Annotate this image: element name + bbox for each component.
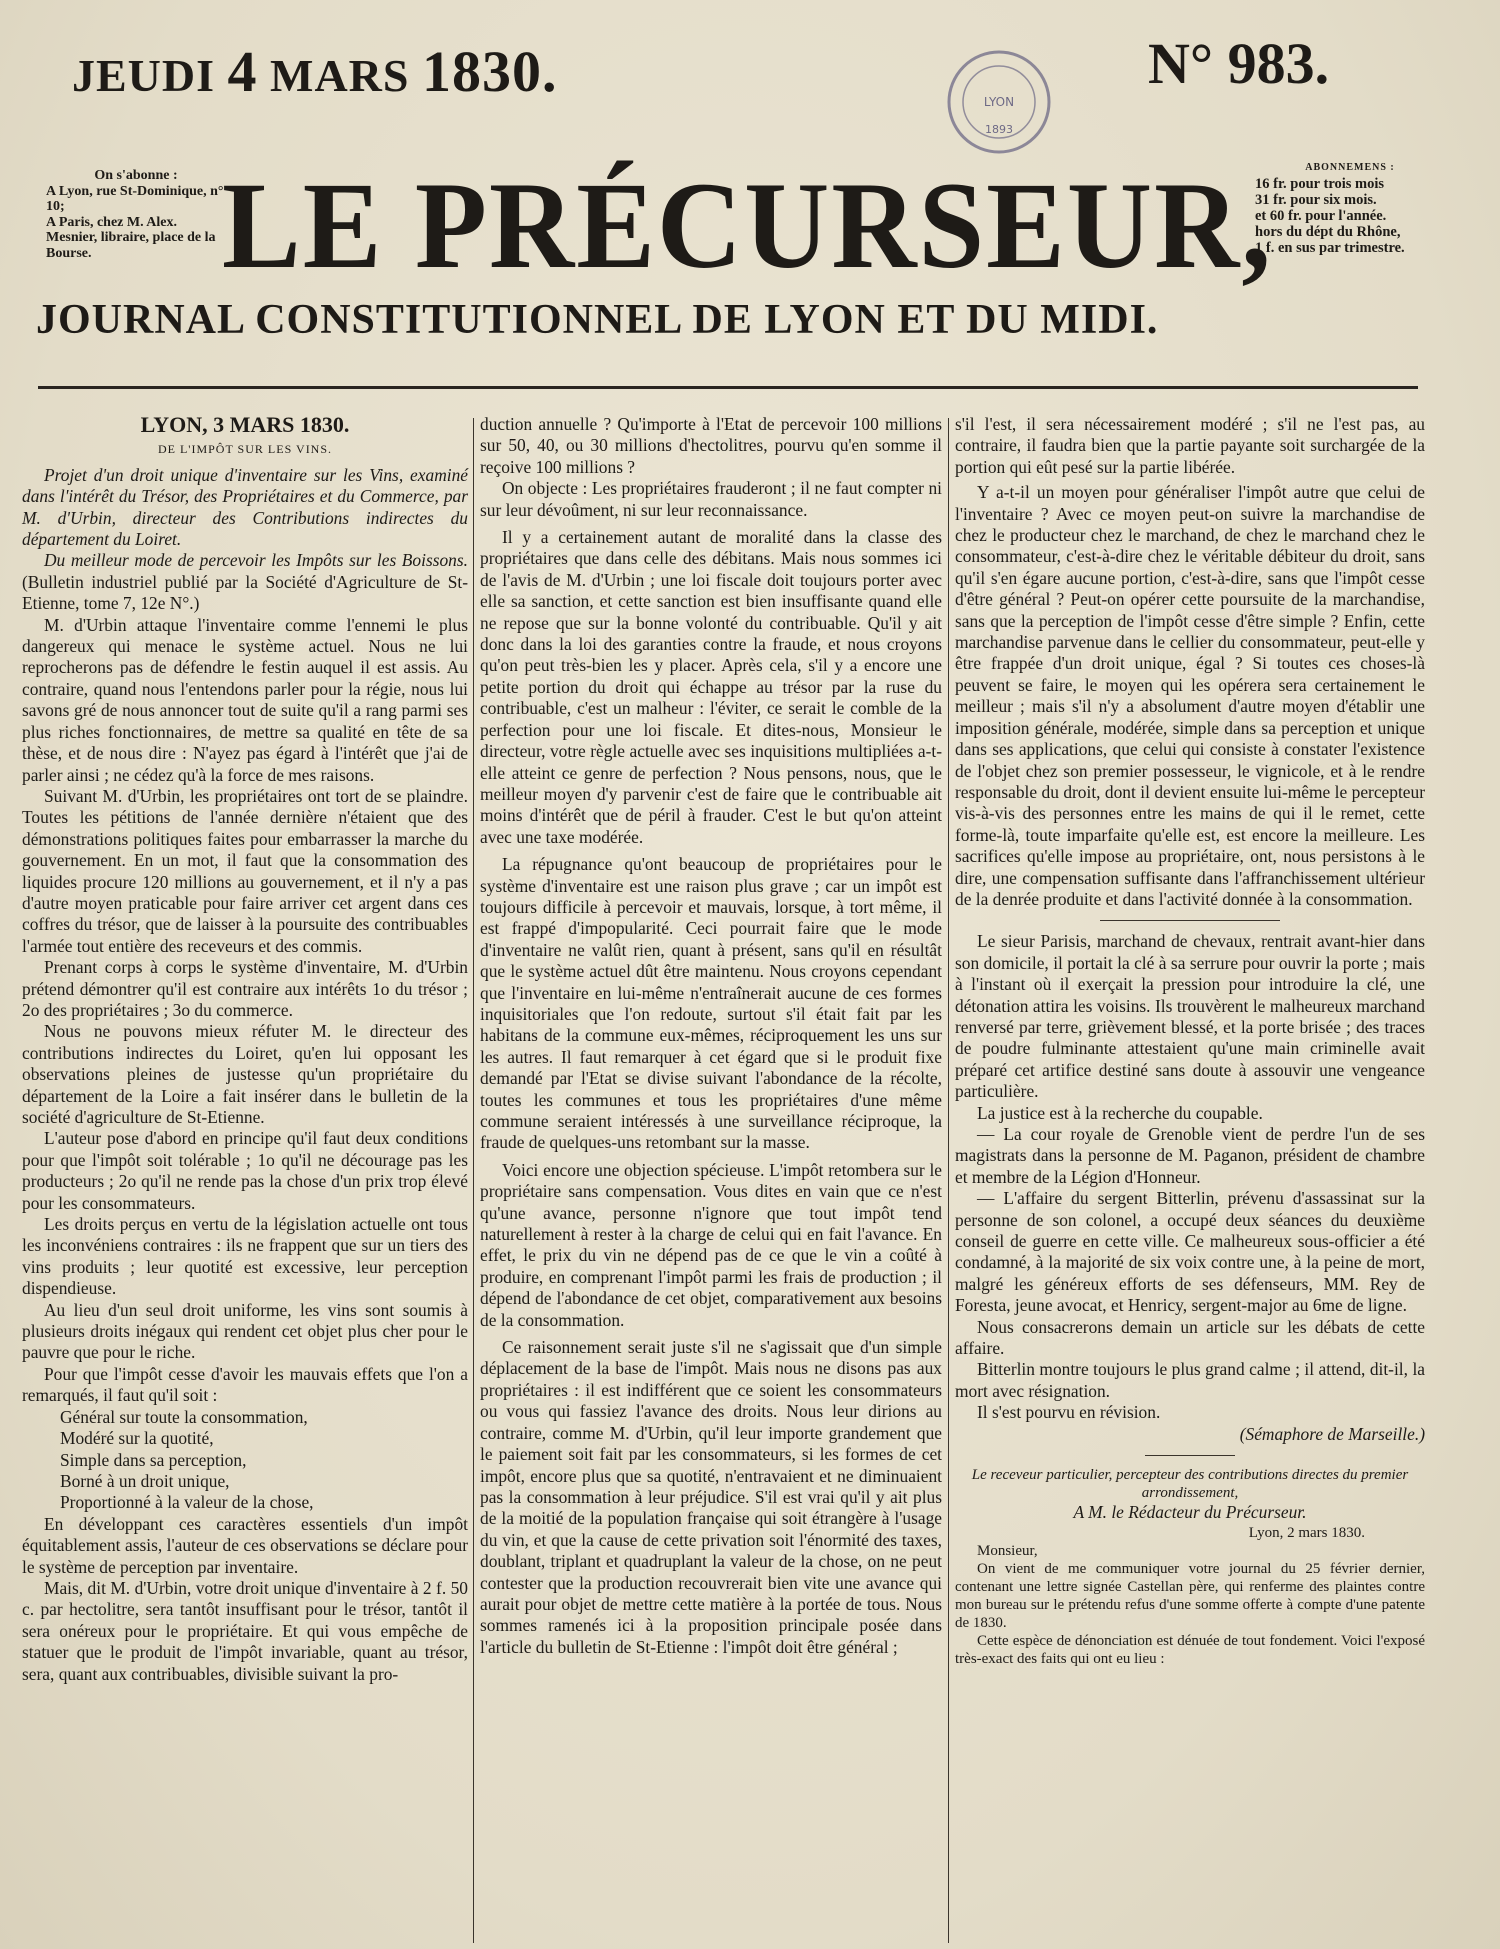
letter-salutation: Monsieur,	[977, 1542, 1038, 1559]
paragraph: Suivant M. d'Urbin, les propriétaires ont tort de se plaindre. Toutes les pétitions de l'année dernière n'étaient que des démonstrations politiques faites pour embarrasser la marche du gouvernement. En un mot, il faut que la consommation des liquides procure 120 millions au gouvernement, et il n'y a pas d'autre moyen praticable pour faire arriver cet argent dans ces coffres du trésor, que de laisser à la poursuite des contribuables l'armée tout entière des receveurs et des commis.	[22, 785, 468, 956]
paragraph: Prenant corps à corps le système d'inventaire, M. d'Urbin prétend démontrer qu'il est contraire aux intérêts 1o du trésor ; 2o des propriétaires ; 3o du commerce.	[22, 957, 468, 1020]
letter-date: Lyon, 2 mars 1830.	[1248, 1524, 1365, 1541]
issue-date	[72, 38, 557, 105]
paragraph: s'il l'est, il sera nécessairement modéré ; s'il ne l'est pas, au contraire, il faudra bien que la partie payante soit surchargée de la portion qui eût pesé sur la partie libérée.	[955, 414, 1425, 477]
paragraph: La répugnance qu'ont beaucoup de propriétaires pour le système d'inventaire est une raison plus grave ; car un impôt est toujours difficile à percevoir et mauvais, lorsque, à tort même, il est frappé d'impopularité. Ceci pourrait faire que le mode d'inventaire ne valût rien, quant à présent, sans qu'il en résultât que le système actuel dût être maintenu. Nous croyons cependant que l'inventaire en lui-même n'entraînerait aucune de ces formes inquisitoriales que l'on redoute, surtout s'il était fait par les habitans de la commune eux-mêmes, réciproquement les uns sur les autres. Il faut remarquer à cet égard que si le produit fixe demandé par l'Etat se divise suivant l'abondance de la récolte, toutes les communes et tous les propriétaires d'une même commune seraient intéressés à une surveillance réciproque, la fraude de quelques-uns retombant sur la masse.	[480, 854, 942, 1153]
column-divider	[948, 418, 949, 1943]
price-line: hors du dépt du Rhône,	[1255, 224, 1401, 240]
column-2	[480, 414, 942, 1658]
paragraph: Au lieu d'un seul droit uniforme, les vins sont soumis à plusieurs droits inégaux qui rendent cet objet plus cher pour le pauvre que pour le riche.	[22, 1299, 468, 1363]
newspaper-title: LE PRÉCURSEUR,	[222, 156, 1273, 295]
paragraph: En développant ces caractères essentiels d'un impôt équitablement assis, l'auteur de ces observations se déclare pour le système de perception par inventaire.	[22, 1513, 468, 1577]
library-stamp-icon	[945, 48, 1053, 156]
list-item: Borné à un droit unique,	[60, 1470, 230, 1491]
paragraph: Y a-t-il un moyen pour généraliser l'impôt autre que celui de l'inventaire ? Avec ce moyen peut-on suivre la marchandise de chez le producteur chez le marchand, de chez le marchand chez le consommateur, c'est-à-dire chez le véritable débiteur du droit, sans qu'il s'en égare aucune portion, c'est-à-dire, sans que l'impôt cesse d'être général ? Peut-on opérer cette poursuite de la marchandise, sans que la perception de l'impôt cesse d'être simple ? Enfin, cette marchandise parvenue dans le cellier du consommateur, peut-elle y être frappée d'un droit unique, égal ? Si toutes ces choses-là peuvent se faire, le moyen qui les opérera sera certainement le meilleur ; mais s'il n'y a absolument d'autre moyen d'établir une imposition générale, modérée, simple dans sa perception et unique dans ses applications, que celui qui consiste à constater l'existence de l'objet chez son premier possesseur, le vignicole, et à le rendre responsable du droit, dont il devient ensuite lui-même le percepteur vis-à-vis des personnes entre les mains de qui il le remet, cette forme-là, toute imparfaite qu'elle est, est encore la meilleure. Les sacrifices qu'elle impose au propriétaire, ont, nous persistons à le dire, une compensation suffisante dans l'affranchissement ultérieur de la denrée produite et dans l'activité donnée à la consommation.	[955, 482, 1425, 909]
column-1	[22, 414, 468, 1685]
news-item: — L'affaire du sergent Bitterlin, prévenu d'assassinat sur la personne de son colonel, a occupé deux séances du deuxième conseil de guerre en cette ville. Ce malheureux sous-officier a été condamné, à la majorité de six voix contre une, à la peine de mort, malgré les généreux efforts de ses défenseurs, MM. Rey de Foresta, jeune avocat, et Henricy, sergent-major au 6me de ligne.	[955, 1188, 1425, 1316]
paragraph: Il y a certainement autant de moralité dans la classe des propriétaires que dans celle des débitans. Mais nous sommes ici de l'avis de M. d'Urbin ; une loi fiscale doit toujours porter avec elle sa sanction, et cette sanction est bien insuffisante quand elle ne repose que sur la bonne volonté du contribuable. Qu'il y ait donc dans la loi des garanties contre la fraude, et nous croyons qu'on peut très-bien les y placer. Après cela, s'il y a encore une petite portion du droit qui échappe au trésor par la ruse du contribuable, c'est un malheur : l'éviter, ce serait le comble de la perfection pour une loi fiscale. Et dites-nous, Monsieur le directeur, votre règle actuelle avec ses inquisitions multipliées a-t-elle atteint ce genre de perfection ? Nous pensons, nous, que le meilleur moyen d'y parvenir c'est de faire que le contribuable ait moins d'intérêt que de péril à frauder. C'est le but qu'on atteint avec une taxe modérée.	[480, 527, 942, 847]
letter-paragraph: Cette espèce de dénonciation est dénuée de tout fondement. Voici l'exposé très-exact des faits qui ont eu lieu :	[955, 1632, 1425, 1667]
news-item: Nous consacrerons demain un article sur les débats de cette affaire.	[955, 1316, 1425, 1359]
subscribe-line: A Paris, chez M. Alex. Mesnier, libraire, place de la Bourse.	[46, 214, 216, 261]
price-line: 1 f. en sus par trimestre.	[1255, 240, 1405, 256]
svg-text:LYON: LYON	[983, 95, 1015, 109]
news-item: Le sieur Parisis, marchand de chevaux, rentrait avant-hier dans son domicile, il portait la clé à sa serrure pour ouvrir la porte ; mais à l'instant où il exerçait la pression pour introduire la clé, une détonation attira les voisins. Ils trouvèrent le malheureux marchand renversé par terre, grièvement blessé, et la porte brisée ; des traces de poudre fulminante attestaient qu'une main criminelle avait préparé cet artifice destiné sans doute à assouvir une vengeance particulière.	[955, 931, 1425, 1102]
subscription-prices	[1255, 160, 1445, 256]
column-3	[955, 414, 1425, 1668]
newspaper-subtitle: JOURNAL CONSTITUTIONNEL DE LYON ET DU MIDI.	[36, 297, 1159, 343]
masthead-divider	[38, 386, 1418, 389]
subscribe-line: A Lyon, rue St-Dominique, n° 10;	[46, 183, 224, 214]
letter-paragraph: On vient de me communiquer votre journal du 25 février dernier, contenant une lettre signée Castellan père, qui renferme des plaintes contre mon bureau sur le prétendu refus d'une somme offerte à compte d'une patente de 1830.	[955, 1560, 1425, 1631]
date-year: 1830.	[421, 39, 558, 104]
reference-2-source: (Bulletin industriel publié par la Société d'Agriculture de St-Etienne, tome 7, 12e N°.)	[22, 571, 468, 614]
subscribe-line: On s'abonne :	[94, 168, 178, 183]
reference-2-title: Du meilleur mode de percevoir les Impôts sur les Boissons.	[44, 550, 468, 571]
article-title: DE L'IMPÔT SUR LES VINS.	[157, 442, 333, 457]
conditions-list	[22, 1407, 468, 1514]
price-line: 31 fr. pour six mois.	[1255, 192, 1377, 208]
news-source: (Sémaphore de Marseille.)	[1239, 1423, 1425, 1444]
column-divider	[473, 418, 474, 1943]
letter-sender: Le receveur particulier, percepteur des contributions directes du premier arrondissement,	[971, 1467, 1409, 1502]
list-item: Simple dans sa perception,	[60, 1449, 247, 1470]
news-item: La justice est à la recherche du coupable.	[977, 1102, 1263, 1123]
paragraph: Les droits perçus en vertu de la législation actuelle ont tous les inconvéniens contraires : ils ne frappent que sur un tiers des vins produits ; leur quotité est excessive, leur perception dispendieuse.	[22, 1214, 468, 1299]
paragraph: Ce raisonnement serait juste s'il ne s'agissait que d'un simple déplacement de la base de l'impôt. Mais nous ne disons pas aux propriétaires : il est indifférent que ce soient les consommateurs ou vous qui fassiez l'avance des droits. Nous leur dirions au contraire, comme M. d'Urbin, qu'il leur importe grandement que le paiement soit fait par les consommateurs, si les formes de cet impôt, encore plus que sa quotité, n'entravaient et ne diminuaient pas la consommation à leur préjudice. S'il est vrai qu'il y ait plus de la moitié de la population française qui soit étrangère à l'usage du vin, et que la cause de cette privation soit l'énormité des taxes, doublant, triplant et quadruplant la valeur de la chose, on ne peut contester que la production recouvrerait bien vite une avance qui aurait pour objet de mettre cette matière à la portée de tous. Nous sommes ramenés ici à la proposition principale posée dans l'article du bulletin de St-Etienne : l'impôt doit être général ;	[480, 1337, 942, 1657]
paragraph: On objecte : Les propriétaires frauderont ; il ne faut compter ni sur leur dévoûment, ni sur leur reconnaissance.	[480, 478, 942, 520]
date-day: JEUDI	[72, 50, 216, 101]
letter-recipient: A M. le Rédacteur du Précurseur.	[1073, 1502, 1307, 1523]
list-item: Modéré sur la quotité,	[60, 1428, 214, 1449]
paragraph: Nous ne pouvons mieux réfuter M. le directeur des contributions indirectes du Loiret, qu'en lui opposant les observations pleines de justesse qu'un propriétaire du département de la Loire a fait insérer dans le bulletin de la société d'agriculture de St-Etienne.	[22, 1021, 468, 1127]
paragraph: duction annuelle ? Qu'importe à l'Etat de percevoir 100 millions sur 50, 40, ou 30 millions d'hectolitres, pourvu qu'en somme il reçoive 100 millions ?	[480, 414, 942, 477]
paragraph: L'auteur pose d'abord en principe qu'il faut deux conditions pour que l'impôt soit tolérable ; 1o qu'il ne décourage pas les producteurs ; 2o qu'il ne rende pas la chose d'un prix trop élevé pour les consommateurs.	[22, 1128, 468, 1213]
paragraph: Mais, dit M. d'Urbin, votre droit unique d'inventaire à 2 f. 50 c. par hectolitre, sera tantôt insuffisant pour le trésor, tantôt il sera onéreux pour le propriétaire. Et qui vous empêche de statuer que le produit de l'impôt invariable, quant au trésor, sera, quant aux contribuables, divisible suivant la pro-	[22, 1577, 468, 1684]
issue-number: N° 983.	[1148, 31, 1330, 96]
list-item: Proportionné à la valeur de la chose,	[60, 1492, 314, 1513]
reference-1: Projet d'un droit unique d'inventaire sur les Vins, examiné dans l'intérêt du Trésor, des Propriétaires et du Commerce, par M. d'Urbin, directeur des Contributions indirectes du département du Loiret.	[22, 464, 468, 550]
section-divider	[1100, 920, 1280, 921]
price-line: 16 fr. pour trois mois	[1255, 176, 1385, 192]
date-number: 4	[227, 39, 258, 104]
prices-heading: ABONNEMENS :	[1305, 162, 1395, 173]
news-item: Il s'est pourvu en révision.	[977, 1402, 1161, 1423]
news-item: — La cour royale de Grenoble vient de perdre l'un de ses magistrats dans la personne de M. Paganon, président de chambre et membre de la Légion d'Honneur.	[955, 1124, 1425, 1187]
price-line: et 60 fr. pour l'année.	[1255, 208, 1387, 224]
subscription-info-left	[46, 168, 226, 261]
news-item: Bitterlin montre toujours le plus grand calme ; il attend, dit-il, la mort avec résignation.	[955, 1359, 1425, 1401]
article-dateline: LYON, 3 MARS 1830.	[140, 412, 350, 437]
paragraph: Pour que l'impôt cesse d'avoir les mauvais effets que l'on a remarqués, il faut qu'il soit :	[22, 1363, 468, 1406]
reference-2	[22, 550, 468, 614]
paragraph: Voici encore une objection spécieuse. L'impôt retombera sur le propriétaire sans compensation. Vous dites en vain que ce n'est qu'une avance, personne n'ignore que tout impôt tend naturellement à rester à la charge de celui qui en fait l'avance. En effet, le prix du vin ne dépend pas de ce que le vin a coûté à produire, en comprenant l'impôt parmi les frais de production ; il dépend de l'abondance de cet objet, comparativement aux besoins de la consommation.	[480, 1159, 942, 1330]
svg-text:1893: 1893	[985, 123, 1013, 136]
paragraph: M. d'Urbin attaque l'inventaire comme l'ennemi le plus dangereux qui menace le système actuel. Nous ne lui reprocherons pas de défendre le festin auquel il est assis. Au contraire, quand nous l'entendons parler pour la régie, nous lui savons gré de nous annoncer tout de suite qu'il a rang parmi ses plus riches fonctionnaires, de mettre sa qualité en tête de sa thèse, et de nous dire : N'ayez pas égard à l'intérêt que j'ai de parler ainsi ; ne cédez qu'à la force de mes raisons.	[22, 614, 468, 785]
list-item: Général sur toute la consommation,	[60, 1406, 308, 1427]
section-divider	[1145, 1455, 1235, 1456]
date-month: MARS	[270, 50, 410, 101]
